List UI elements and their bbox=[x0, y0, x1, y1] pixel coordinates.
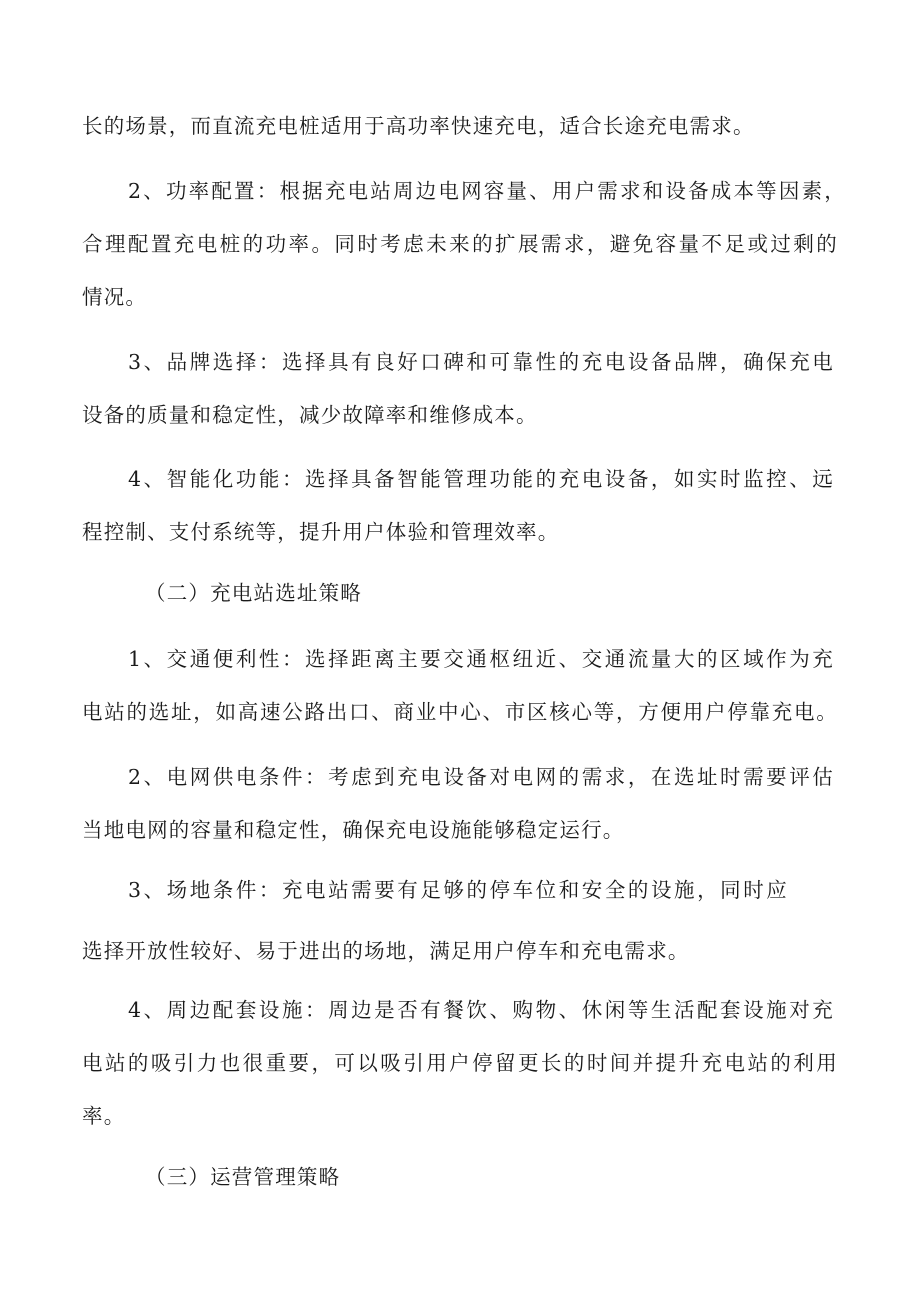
section-heading: （三）运营管理策略 bbox=[145, 1165, 341, 1189]
paragraph-line: 3、品牌选择：选择具有良好口碑和可靠性的充电设备品牌，确保充电 bbox=[128, 350, 834, 374]
section-heading: （二）充电站选址策略 bbox=[145, 581, 362, 605]
paragraph-line: 1、交通便利性：选择距离主要交通枢纽近、交通流量大的区域作为充 bbox=[128, 647, 834, 671]
paragraph-line: 4、周边配套设施：周边是否有餐饮、购物、休闲等生活配套设施对充 bbox=[128, 998, 834, 1022]
paragraph-line: 2、功率配置：根据充电站周边电网容量、用户需求和设备成本等因素， bbox=[128, 179, 846, 203]
paragraph-line: 长的场景，而直流充电桩适用于高功率快速充电，适合长途充电需求。 bbox=[82, 114, 755, 138]
paragraph-line: 选择开放性较好、易于进出的场地，满足用户停车和充电需求。 bbox=[82, 939, 690, 963]
paragraph-line: 电站的选址，如高速公路出口、商业中心、市区核心等，方便用户停靠充电。 bbox=[82, 700, 838, 724]
paragraph-line: 当地电网的容量和稳定性，确保充电设施能够稳定运行。 bbox=[82, 818, 625, 842]
paragraph-line: 率。 bbox=[82, 1104, 126, 1128]
paragraph-line: 2、电网供电条件：考虑到充电设备对电网的需求，在选址时需要评估 bbox=[128, 765, 834, 789]
paragraph-line: 3、场地条件：充电站需要有足够的停车位和安全的设施，同时应 bbox=[128, 878, 788, 902]
paragraph-line: 设备的质量和稳定性，减少故障率和维修成本。 bbox=[82, 403, 538, 427]
paragraph-line: 程控制、支付系统等，提升用户体验和管理效率。 bbox=[82, 520, 560, 544]
paragraph-line: 4、智能化功能：选择具备智能管理功能的充电设备，如实时监控、远 bbox=[128, 467, 834, 491]
paragraph-line: 电站的吸引力也很重要，可以吸引用户停留更长的时间并提升充电站的利用 bbox=[82, 1051, 838, 1075]
paragraph-line: 情况。 bbox=[82, 285, 148, 309]
paragraph-line: 合理配置充电桩的功率。同时考虑未来的扩展需求，避免容量不足或过剩的 bbox=[82, 232, 838, 256]
